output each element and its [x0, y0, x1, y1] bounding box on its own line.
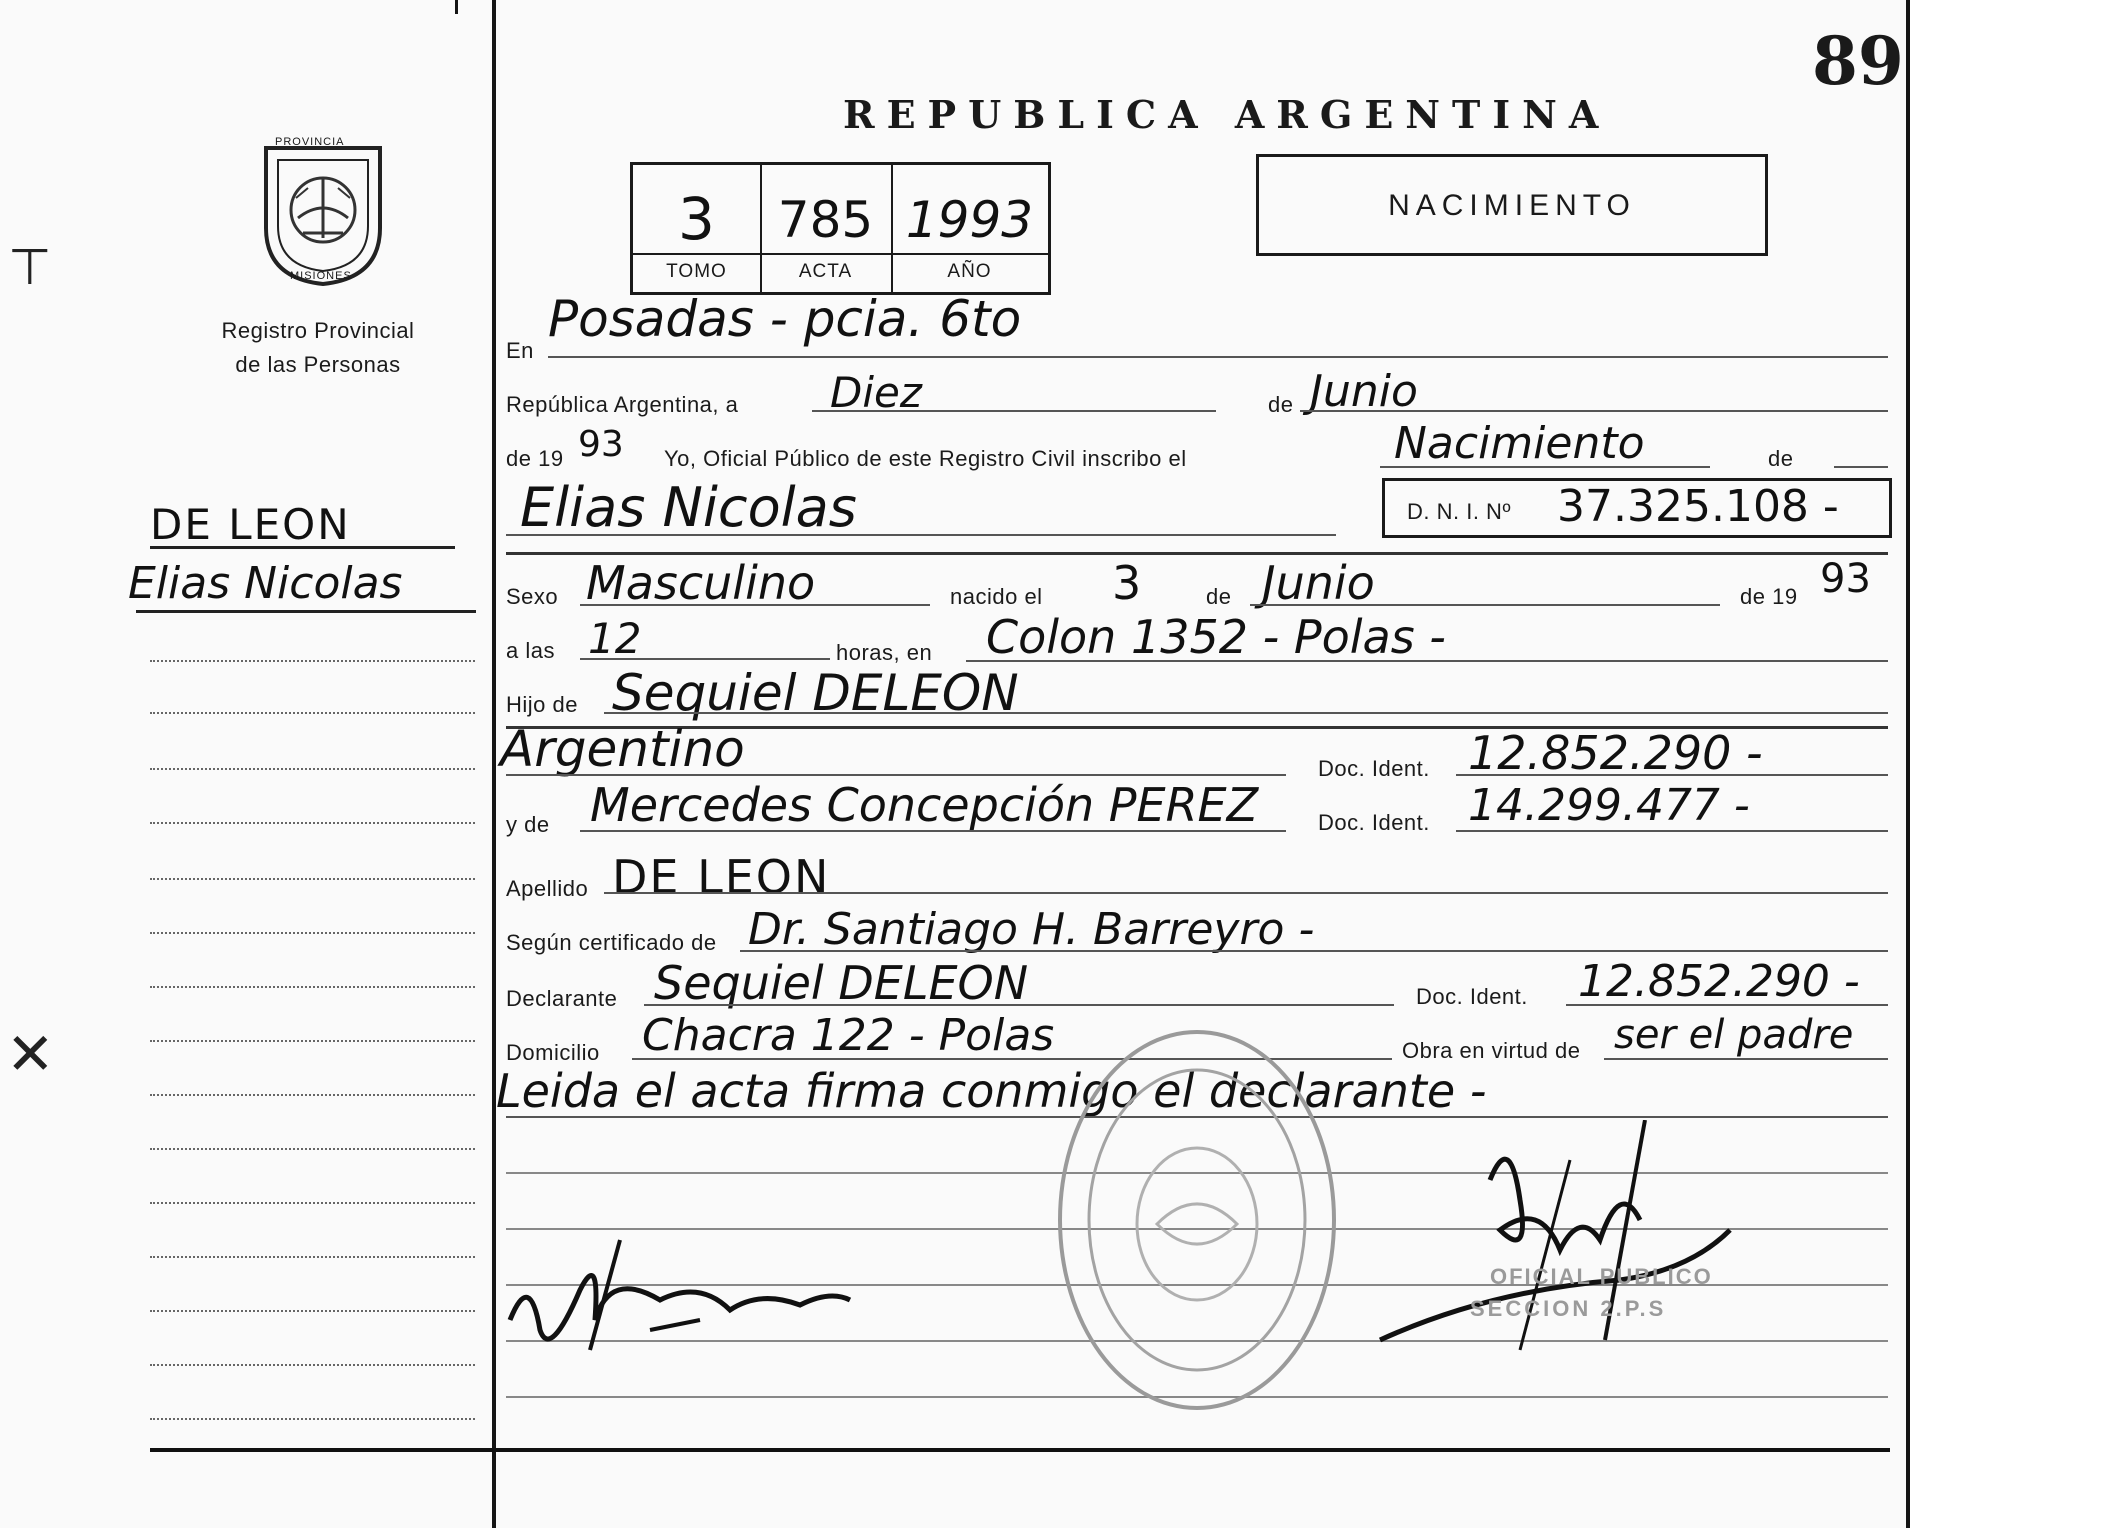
margin-line — [150, 660, 475, 662]
horas-label: horas, en — [836, 640, 933, 665]
de19-label: de 19 — [506, 446, 564, 471]
form-line — [604, 712, 1888, 714]
document-title: REPUBLICA ARGENTINA — [843, 92, 1611, 137]
yde-label: y de — [506, 812, 550, 837]
margin-names: Elias Nicolas — [128, 558, 403, 609]
dni-label: D. N. I. Nº — [1407, 499, 1511, 524]
tomo-label: TOMO — [666, 261, 727, 282]
domicilio-value: Chacra 122 - Polas — [642, 1010, 1055, 1061]
official-stamp-line1: OFICIAL PUBLICO — [1490, 1264, 1713, 1289]
stamp-ring-text — [1062, 1388, 1332, 1389]
binding-mark — [455, 0, 458, 14]
margin-line — [150, 768, 475, 770]
year-value: 93 — [578, 424, 624, 465]
margin-line — [150, 1094, 475, 1096]
acta-label: ACTA — [798, 261, 853, 282]
mother-name: Mercedes Concepción PEREZ — [590, 778, 1259, 832]
margin-line — [150, 1418, 475, 1420]
form-line — [1456, 830, 1888, 832]
ano-value: 1993 — [905, 191, 1034, 249]
margin-surname: DE LEON — [150, 500, 351, 549]
dni-value: 37.325.108 - — [1557, 481, 1839, 532]
dni-box — [1382, 478, 1892, 538]
left-column-rule — [492, 0, 496, 1528]
declarante-doc: 12.852.290 - — [1578, 956, 1860, 1007]
birth-place: Colon 1352 - Polas - — [986, 610, 1446, 664]
apellido-label: Apellido — [506, 876, 589, 901]
margin-line — [150, 1148, 475, 1150]
margin-line — [150, 1364, 475, 1366]
declarante-signature — [500, 1210, 870, 1360]
form-line — [548, 356, 1888, 358]
ano-label: AÑO — [947, 261, 992, 282]
birth-year: 93 — [1820, 556, 1871, 602]
de19-label-2: de 19 — [1740, 584, 1798, 609]
tomo-value: 3 — [678, 185, 715, 253]
de-label-2: de — [1768, 446, 1794, 471]
father-doc-label: Doc. Ident. — [1318, 756, 1430, 781]
record-type: NACIMIENTO — [1388, 189, 1636, 222]
place-value: Posadas - pcia. 6to — [548, 290, 1022, 348]
registry-name-line1: Registro Provincial — [221, 318, 415, 343]
binding-hole-mark: ⊤ — [8, 239, 52, 295]
margin-line — [150, 932, 475, 934]
en-label: En — [506, 338, 534, 363]
declarante-value: Sequiel DELEON — [654, 956, 1029, 1010]
de-label: de — [1268, 392, 1294, 417]
margin-underline — [150, 546, 455, 549]
page-number: 89 — [1812, 22, 1904, 100]
official-stamp-line2: SECCION 2.P.S — [1470, 1296, 1667, 1321]
margin-line — [150, 986, 475, 988]
form-line — [1380, 466, 1710, 468]
obra-label: Obra en virtud de — [1402, 1038, 1581, 1063]
form-line — [506, 774, 1286, 776]
seal-text-top: PROVINCIA — [275, 136, 345, 148]
margin-line — [150, 878, 475, 880]
declarante-doc-label: Doc. Ident. — [1416, 984, 1528, 1009]
form-line — [580, 604, 930, 606]
father-doc: 12.852.290 - — [1468, 726, 1763, 780]
de-label-3: de — [1206, 584, 1232, 609]
form-line — [644, 1004, 1394, 1006]
margin-line — [150, 1310, 475, 1312]
margin-line — [150, 712, 475, 714]
registry-name-line2: de las Personas — [235, 352, 401, 377]
segun-label: Según certificado de — [506, 930, 717, 955]
page-right-edge — [1906, 0, 1910, 1528]
apellido-value: DE LEON — [612, 850, 831, 904]
margin-line — [150, 1256, 475, 1258]
birth-day: 3 — [1112, 556, 1142, 610]
father-name: Sequiel DELEON — [612, 664, 1019, 722]
yo-text: Yo, Oficial Público de este Registro Civil inscribo el — [664, 446, 1187, 471]
sexo-value: Masculino — [586, 556, 816, 610]
margin-underline — [136, 610, 476, 613]
mother-doc-label: Doc. Ident. — [1318, 810, 1430, 835]
hijo-label: Hijo de — [506, 692, 578, 717]
nacido-label: nacido el — [950, 584, 1043, 609]
form-line — [1566, 1004, 1888, 1006]
closing-text: Leida el acta firma conmigo el declarante - — [496, 1064, 1487, 1118]
margin-line — [150, 822, 475, 824]
binding-hole-mark: ✕ — [6, 1022, 55, 1087]
form-line — [1300, 410, 1888, 412]
declarante-label: Declarante — [506, 986, 618, 1011]
record-number-box — [630, 162, 1051, 295]
form-line — [812, 410, 1216, 412]
republica-label: República Argentina, a — [506, 392, 739, 417]
sexo-label: Sexo — [506, 584, 559, 609]
bottom-rule — [150, 1448, 1890, 1452]
record-type-box — [1256, 154, 1768, 256]
mother-doc: 14.299.477 - — [1468, 780, 1750, 831]
child-names: Elias Nicolas — [520, 476, 857, 539]
birth-month: Junio — [1262, 556, 1375, 610]
margin-line — [150, 1040, 475, 1042]
alas-label: a las — [506, 638, 555, 663]
form-line — [966, 660, 1888, 662]
form-line — [580, 658, 830, 660]
doctor-value: Dr. Santiago H. Barreyro - — [748, 904, 1315, 955]
form-line — [1834, 466, 1888, 468]
acta-value: 785 — [777, 191, 874, 249]
form-line — [506, 552, 1888, 555]
event-value: Nacimiento — [1394, 418, 1645, 469]
form-line — [506, 534, 1336, 536]
day-value: Diez — [830, 368, 922, 417]
background-margin — [1910, 0, 2106, 1528]
form-line — [1604, 1058, 1888, 1060]
form-line — [580, 830, 1286, 832]
form-line — [604, 892, 1888, 894]
margin-line — [150, 1202, 475, 1204]
father-nationality: Argentino — [500, 720, 745, 778]
form-line — [1250, 604, 1720, 606]
official-signature — [1370, 1120, 1750, 1360]
month-value: Junio — [1310, 366, 1418, 417]
hour-value: 12 — [588, 614, 642, 663]
official-round-stamp — [1058, 1030, 1336, 1410]
obra-value: ser el padre — [1614, 1012, 1854, 1058]
domicilio-label: Domicilio — [506, 1040, 600, 1065]
provincial-seal — [258, 138, 388, 288]
seal-text-bottom: MISIONES — [290, 270, 352, 282]
form-line — [740, 950, 1888, 952]
form-line — [1456, 774, 1888, 776]
